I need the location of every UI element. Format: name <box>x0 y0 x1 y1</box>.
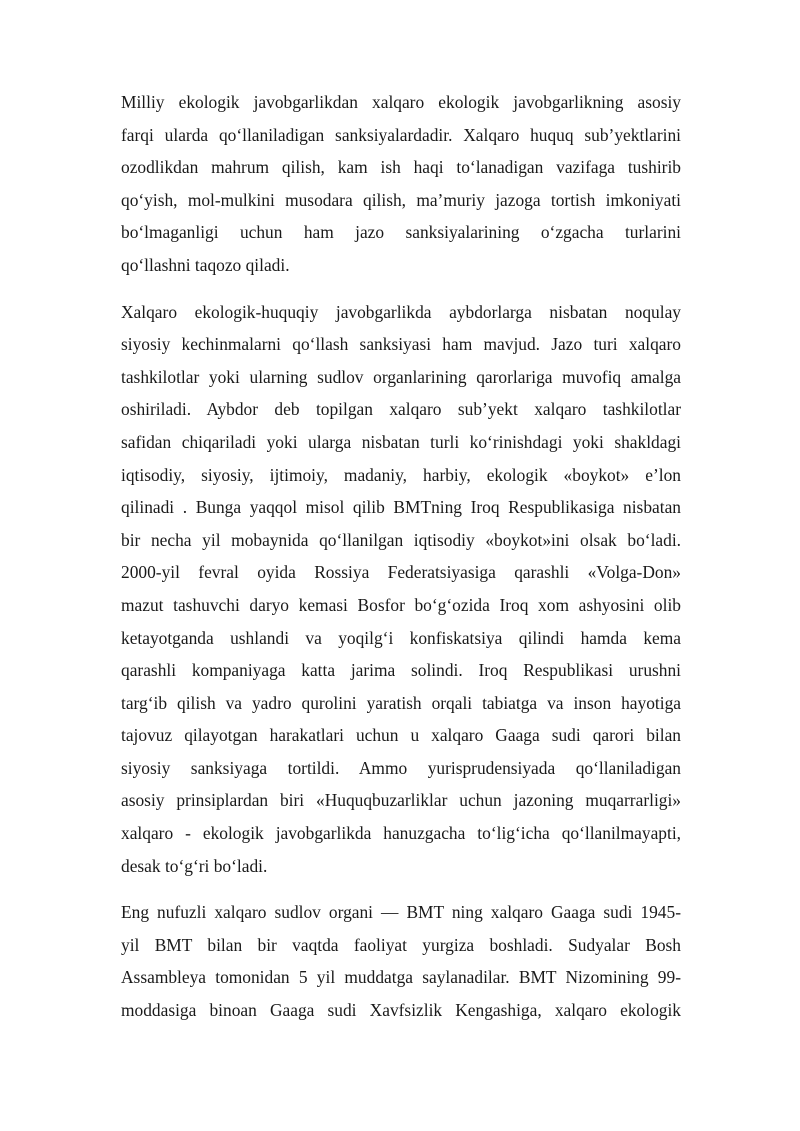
text-line: Assambleya tomonidan 5 yil muddatga saylanadilar. BMT Nizomining 99- <box>121 967 681 988</box>
text-line: ketayotganda ushlandi va yoqilg‘i konfiskatsiya qilindi hamda kema <box>121 627 681 648</box>
text-line: bir necha yil mobaynida qo‘llanilgan iqtisodiy «boykot»ini olsak bo‘ladi. <box>121 529 681 550</box>
text-line: 2000-yil fevral oyida Rossiya Federatsiyasiga qarashli «Volga-Don» <box>121 562 681 583</box>
text-line: siyosiy sanksiyaga tortildi. Ammo yurisprudensiyada qo‘llaniladigan <box>121 757 681 778</box>
text-line: qo‘llashni taqozo qiladi. <box>121 254 290 275</box>
text-line: asosiy prinsiplardan biri «Huquqbuzarliklar uchun jazoning muqarrarligi» <box>121 790 681 811</box>
paragraph-2 <box>121 296 681 883</box>
text-line: safidan chiqariladi yoki ularga nisbatan turli ko‘rinishdagi yoki shakldagi <box>121 431 681 452</box>
text-line: mazut tashuvchi daryo kemasi Bosfor bo‘g‘ozida Iroq xom ashyosini olib <box>121 594 681 615</box>
text-line: Eng nufuzli xalqaro sudlov organi — BMT ning xalqaro Gaaga sudi 1945- <box>121 902 681 923</box>
text-line: yil BMT bilan bir vaqtda faoliyat yurgiza boshladi. Sudyalar Bosh <box>121 934 681 955</box>
text-line: oshiriladi. Aybdor deb topilgan xalqaro sub’yekt xalqaro tashkilotlar <box>121 399 681 420</box>
text-line: tajovuz qilayotgan harakatlari uchun u xalqaro Gaaga sudi qarori bilan <box>121 725 681 746</box>
text-line: Xalqaro ekologik-huquqiy javobgarlikda aybdorlarga nisbatan noqulay <box>121 301 681 322</box>
paragraph-1 <box>121 86 681 282</box>
text-line: tashkilotlar yoki ularning sudlov organlarining qarorlariga muvofiq amalga <box>121 366 681 387</box>
text-line: Milliy ekologik javobgarlikdan xalqaro ekologik javobgarlikning asosiy <box>121 92 681 112</box>
text-line: targ‘ib qilish va yadro qurolini yaratish orqali tabiatga va inson hayotiga <box>121 692 681 713</box>
text-line: qo‘yish, mol-mulkini musodara qilish, ma’muriy jazoga tortish imkoniyati <box>121 189 681 210</box>
text-line: qilinadi . Bunga yaqqol misol qilib BMTning Iroq Respublikasiga nisbatan <box>121 497 681 518</box>
text-line: ozodlikdan mahrum qilish, kam ish haqi to‘lanadigan vazifaga tushirib <box>121 157 681 178</box>
document-page <box>121 86 681 1041</box>
text-line: iqtisodiy, siyosiy, ijtimoiy, madaniy, harbiy, ekologik «boykot» e’lon <box>121 464 681 485</box>
text-line: desak to‘g‘ri bo‘ladi. <box>121 855 268 876</box>
text-line: moddasiga binoan Gaaga sudi Xavfsizlik Kengashiga, xalqaro ekologik <box>121 1000 681 1021</box>
text-line: qarashli kompaniyaga katta jarima solindi. Iroq Respublikasi urushni <box>121 660 681 681</box>
text-line: xalqaro - ekologik javobgarlikda hanuzgacha to‘lig‘icha qo‘llanilmayapti, <box>121 823 681 844</box>
text-line: farqi ularda qo‘llaniladigan sanksiyalardadir. Xalqaro huquq sub’yektlarini <box>121 124 681 145</box>
text-line: bo‘lmaganligi uchun ham jazo sanksiyalarining o‘zgacha turlarini <box>121 222 681 243</box>
paragraph-3 <box>121 896 681 1026</box>
text-line: siyosiy kechinmalarni qo‘llash sanksiyasi ham mavjud. Jazo turi xalqaro <box>121 334 681 355</box>
